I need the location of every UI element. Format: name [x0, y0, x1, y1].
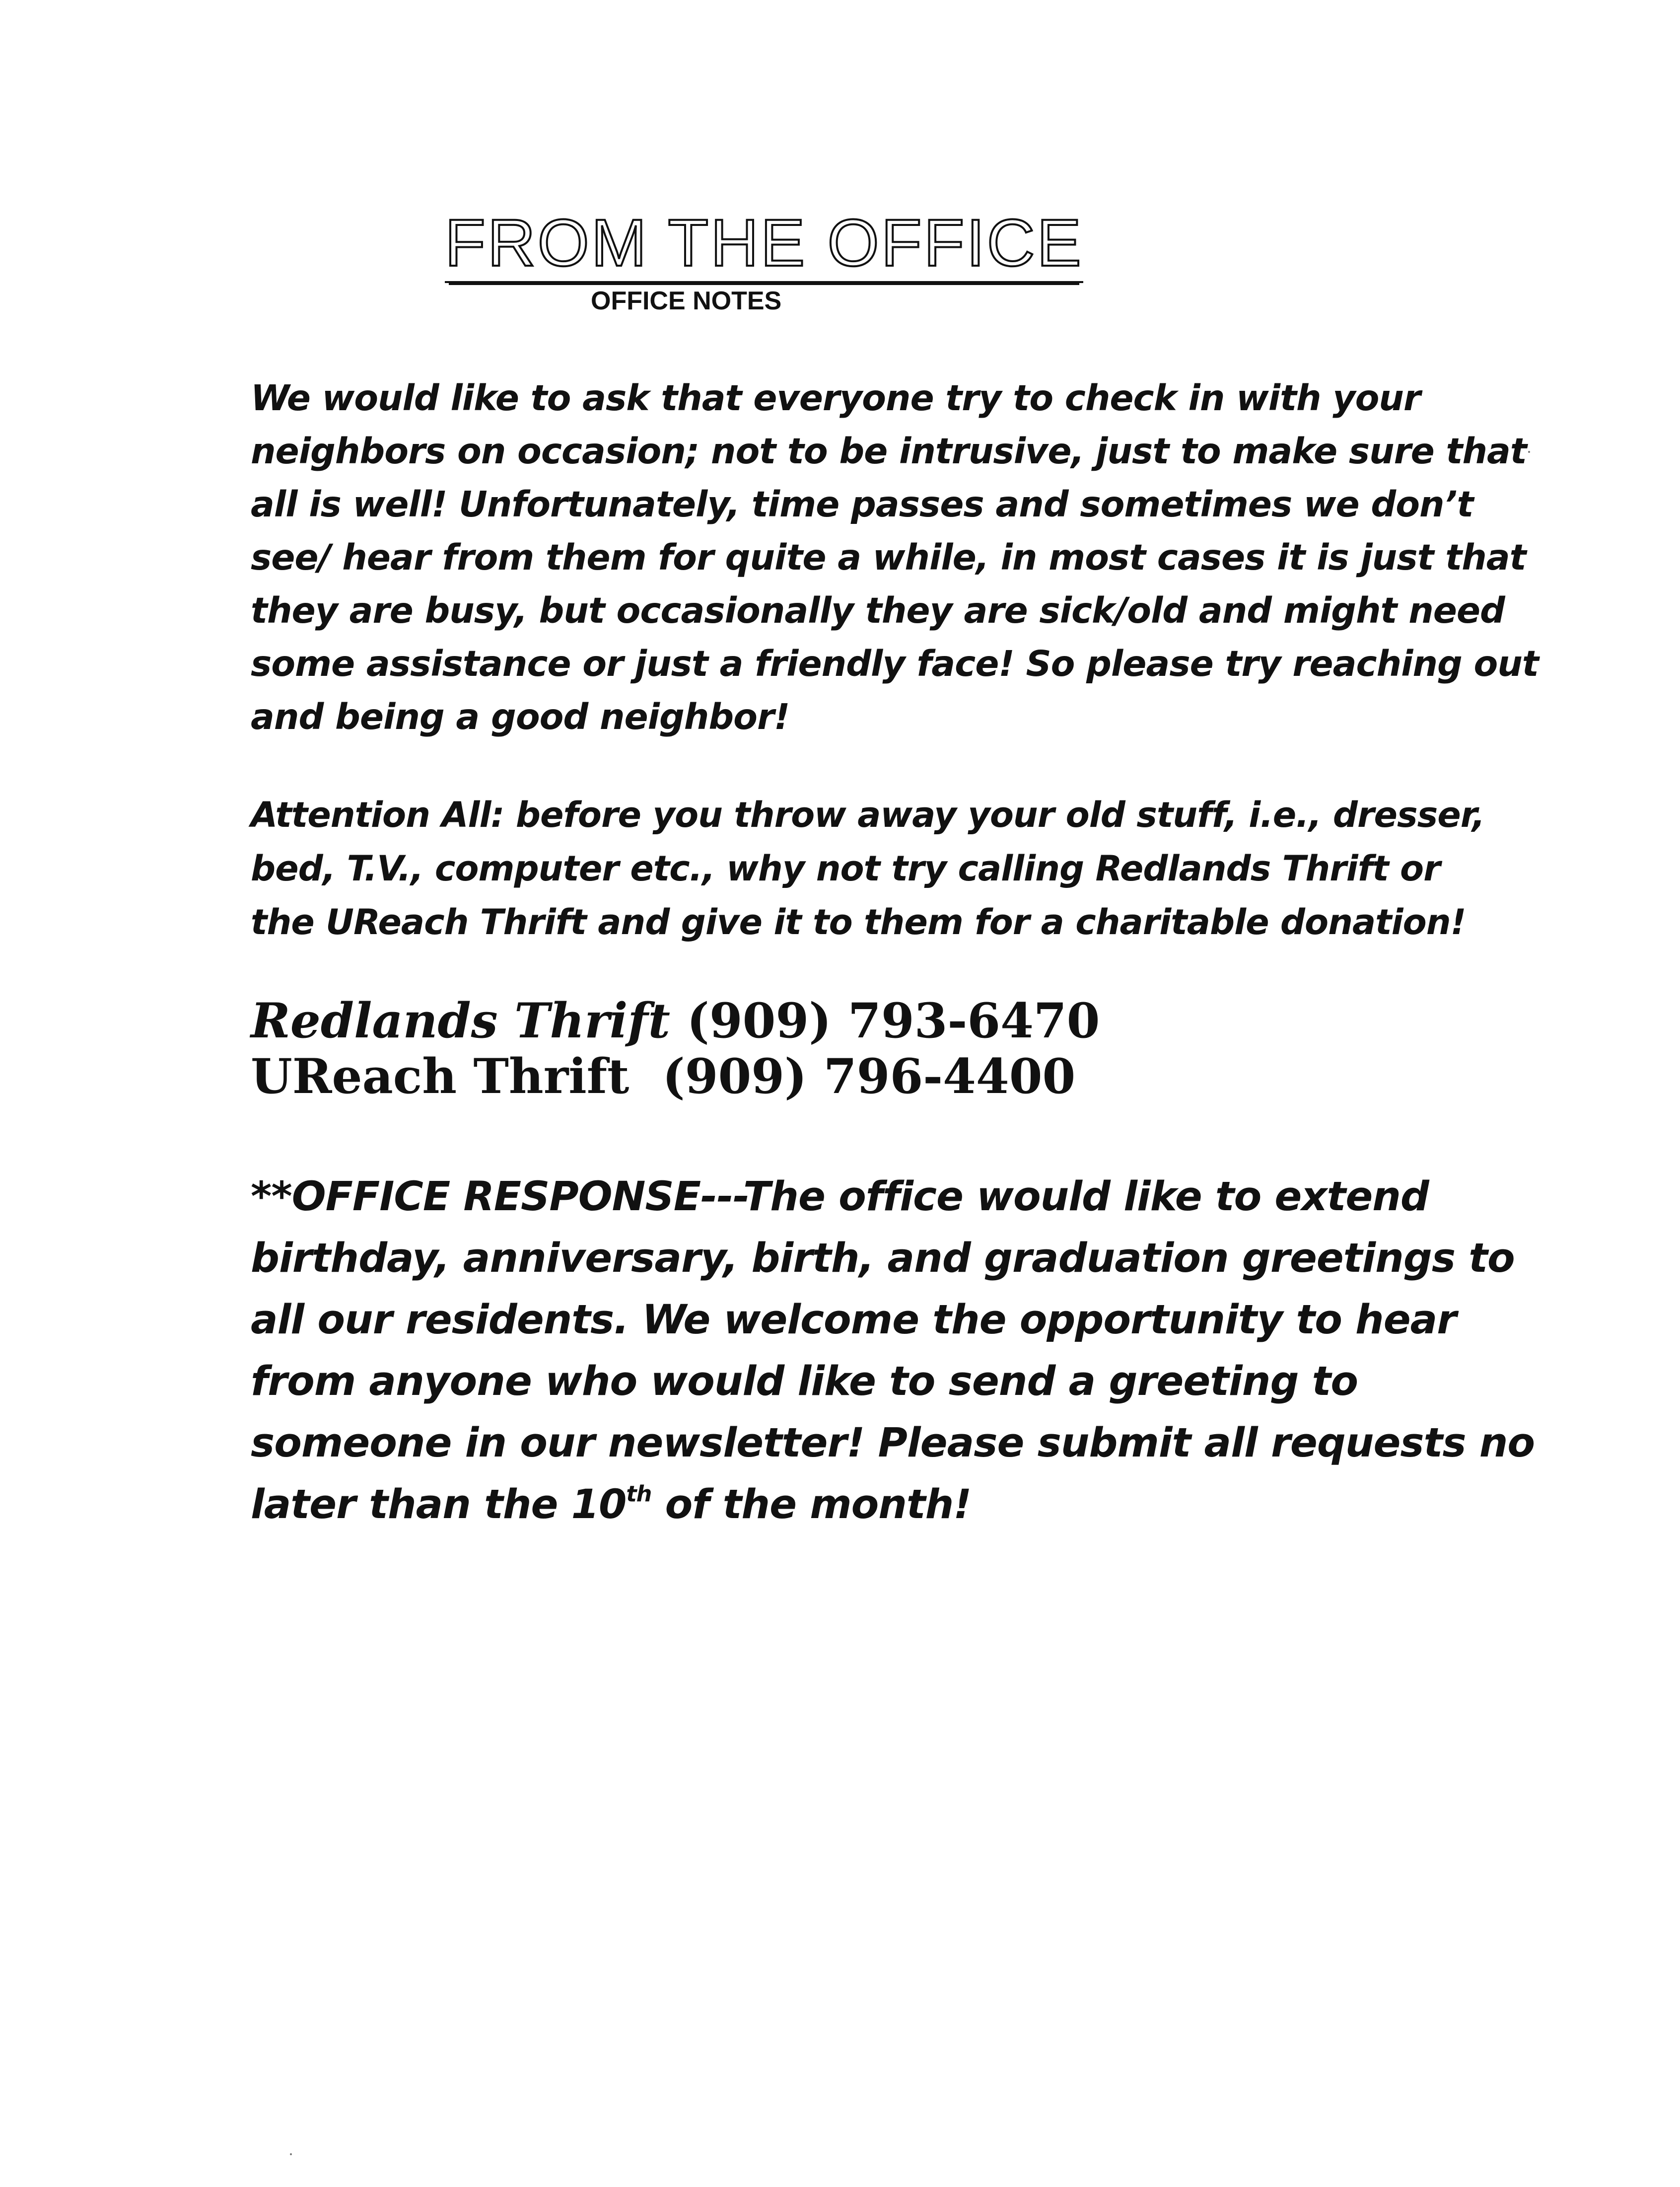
- phone-entry-ureach: [251, 1049, 1100, 1104]
- ordinal-superscript: th: [626, 1481, 652, 1507]
- section-subtitle: OFFICE NOTES: [591, 287, 782, 315]
- page-title: FROM THE OFFICE: [445, 209, 1083, 283]
- office-response-paragraph: [251, 1166, 1535, 1535]
- phone-entry-number: (909) 793-6470: [687, 993, 1100, 1049]
- paragraph-line: the UReach Thrift and give it to them for a charitable donation!: [251, 902, 1466, 943]
- phone-entry-name: Redlands Thrift: [251, 993, 670, 1049]
- paragraph-line: from anyone who would like to send a greeting to: [251, 1358, 1358, 1405]
- donation-paragraph: [251, 788, 1485, 949]
- phone-entry-redlands: [251, 993, 1100, 1049]
- neighbor-check-paragraph: [251, 371, 1539, 743]
- paragraph-line-last: [251, 1474, 1535, 1535]
- paragraph-line: some assistance or just a friendly face! So please try reaching out: [251, 643, 1539, 684]
- scan-speck: [290, 2153, 292, 2155]
- paragraph-line: Attention All: before you throw away your old stuff, i.e., dresser,: [251, 795, 1485, 835]
- phone-entry-name: UReach Thrift: [251, 1048, 630, 1104]
- paragraph-line: neighbors on occasion; not to be intrusive, just to make sure that: [251, 431, 1527, 472]
- text-fragment: of the month!: [651, 1481, 972, 1528]
- thrift-phone-list: [251, 993, 1100, 1104]
- paragraph-line: birthday, anniversary, birth, and graduation greetings to: [251, 1235, 1515, 1282]
- text-fragment: later than the 10: [251, 1481, 627, 1528]
- paragraph-line: see/ hear from them for quite a while, in most cases it is just that: [251, 537, 1526, 578]
- paragraph-line: someone in our newsletter! Please submit all requests no: [251, 1420, 1535, 1466]
- paragraph-line: **OFFICE RESPONSE---The office would like to extend: [251, 1173, 1429, 1220]
- paragraph-line: all is well! Unfortunately, time passes and sometimes we don’t: [251, 484, 1473, 525]
- paragraph-line: bed, T.V., computer etc., why not try calling Redlands Thrift or: [251, 848, 1440, 889]
- phone-entry-number: (909) 796-4400: [662, 1048, 1076, 1104]
- paragraph-line: and being a good neighbor!: [251, 696, 790, 737]
- paragraph-line: they are busy, but occasionally they are sick/old and might need: [251, 590, 1505, 631]
- paragraph-line: all our residents. We welcome the opportunity to hear: [251, 1297, 1457, 1343]
- paragraph-line: We would like to ask that everyone try to check in with your: [251, 377, 1420, 419]
- scan-speck: [1528, 451, 1530, 453]
- page-title-wrapper: [445, 206, 1083, 283]
